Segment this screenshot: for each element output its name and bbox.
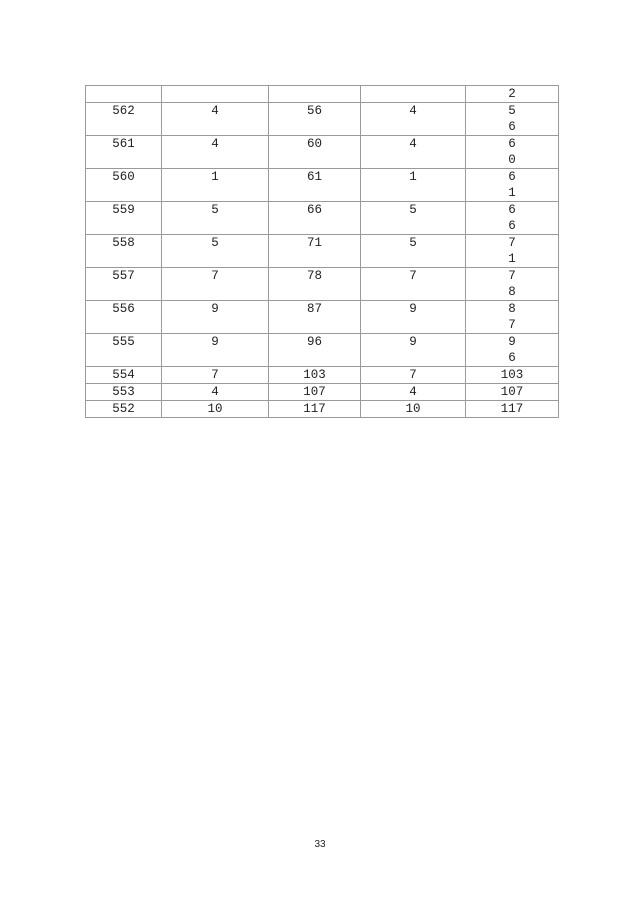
table-cell: 4	[361, 384, 466, 401]
table-cell: 7	[162, 367, 269, 384]
table-cell: 562	[86, 103, 162, 136]
table-cell: 56	[269, 103, 361, 136]
table-cell: 103	[269, 367, 361, 384]
table-cell: 78	[269, 268, 361, 301]
table-cell: 6 1	[466, 169, 559, 202]
table-cell: 1	[162, 169, 269, 202]
table-cell: 9	[361, 301, 466, 334]
table-cell: 2	[466, 86, 559, 103]
table-cell: 9 6	[466, 334, 559, 367]
table-row	[86, 136, 559, 169]
table-cell: 71	[269, 235, 361, 268]
table-cell: 4	[162, 136, 269, 169]
table-row	[86, 268, 559, 301]
table-cell: 61	[269, 169, 361, 202]
table-cell: 5	[162, 202, 269, 235]
table-row	[86, 401, 559, 418]
table-cell: 10	[361, 401, 466, 418]
table-cell: 107	[466, 384, 559, 401]
table-cell: 552	[86, 401, 162, 418]
table-row	[86, 384, 559, 401]
table-cell: 558	[86, 235, 162, 268]
table-cell: 9	[162, 301, 269, 334]
table-cell: 5	[361, 235, 466, 268]
table-cell: 4	[162, 103, 269, 136]
page-number: 33	[314, 839, 326, 850]
table-cell	[269, 86, 361, 103]
table-cell: 554	[86, 367, 162, 384]
table-cell: 87	[269, 301, 361, 334]
table-cell: 560	[86, 169, 162, 202]
table-cell: 7 8	[466, 268, 559, 301]
table-cell: 7	[361, 367, 466, 384]
table-cell: 5	[361, 202, 466, 235]
table-row	[86, 103, 559, 136]
table-cell: 7	[162, 268, 269, 301]
table-cell: 4	[361, 103, 466, 136]
table-cell: 9	[162, 334, 269, 367]
table-cell: 10	[162, 401, 269, 418]
table-cell	[162, 86, 269, 103]
table-cell: 6 6	[466, 202, 559, 235]
table-cell: 103	[466, 367, 559, 384]
table-row	[86, 169, 559, 202]
table-row	[86, 334, 559, 367]
table-cell: 4	[361, 136, 466, 169]
table-cell: 8 7	[466, 301, 559, 334]
table-row	[86, 235, 559, 268]
table-cell: 9	[361, 334, 466, 367]
table-cell: 7 1	[466, 235, 559, 268]
table-cell: 1	[361, 169, 466, 202]
table-row	[86, 367, 559, 384]
data-table	[85, 85, 559, 418]
table-cell: 553	[86, 384, 162, 401]
table-cell: 117	[466, 401, 559, 418]
table-row	[86, 301, 559, 334]
table-cell	[361, 86, 466, 103]
table-cell: 557	[86, 268, 162, 301]
table-cell: 556	[86, 301, 162, 334]
table-cell: 60	[269, 136, 361, 169]
table-cell: 561	[86, 136, 162, 169]
table-row-continued	[86, 86, 559, 103]
table-cell: 4	[162, 384, 269, 401]
table-cell: 559	[86, 202, 162, 235]
table-cell: 6 0	[466, 136, 559, 169]
table-cell: 5 6	[466, 103, 559, 136]
table-cell: 555	[86, 334, 162, 367]
table-cell: 107	[269, 384, 361, 401]
table-cell: 96	[269, 334, 361, 367]
table-cell: 66	[269, 202, 361, 235]
table-cell	[86, 86, 162, 103]
table-row	[86, 202, 559, 235]
table-cell: 7	[361, 268, 466, 301]
table-cell: 5	[162, 235, 269, 268]
table-cell: 117	[269, 401, 361, 418]
